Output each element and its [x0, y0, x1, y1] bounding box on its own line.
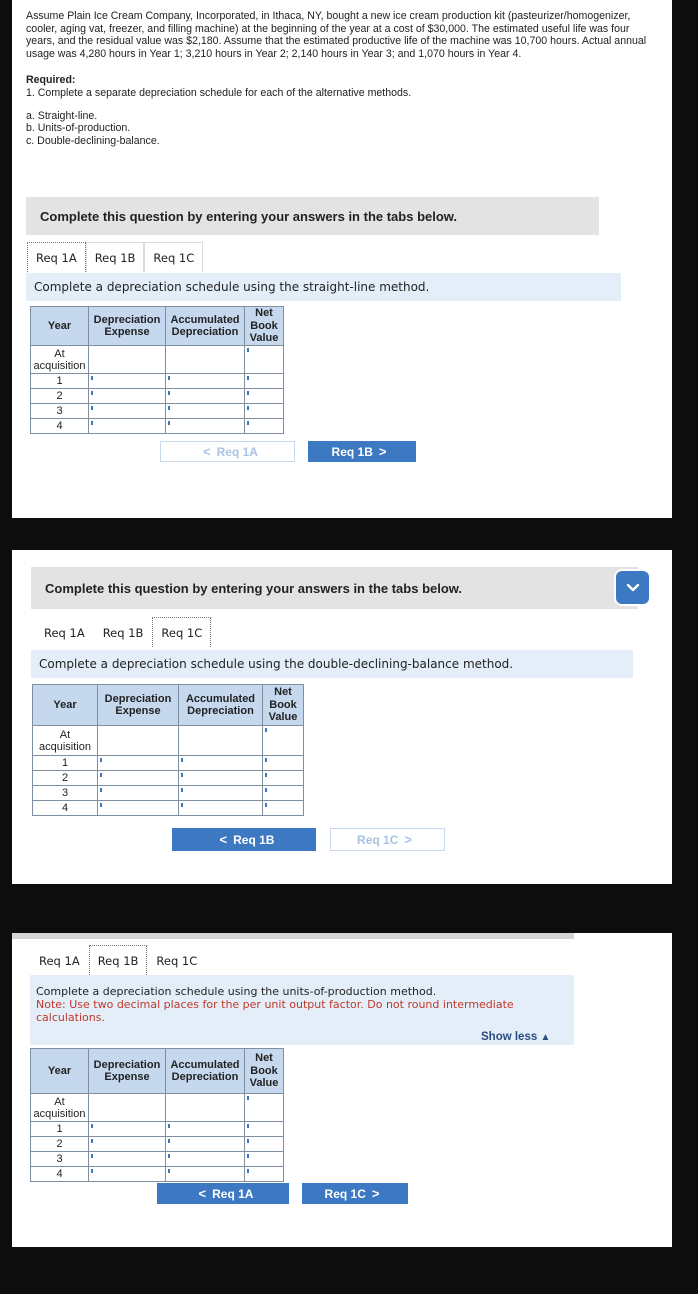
chevron-right-icon: >: [404, 832, 412, 847]
tab-req-1c[interactable]: Req 1C: [152, 617, 211, 647]
tab-req-1b[interactable]: Req 1B: [89, 945, 148, 975]
net-book-input[interactable]: [263, 786, 304, 801]
accumulated-input[interactable]: [166, 1167, 245, 1182]
chevron-right-icon: >: [371, 1186, 380, 1201]
chevron-down-icon: [626, 583, 640, 593]
tab-bar: [27, 242, 203, 272]
tab-req-1b[interactable]: Req 1B: [94, 617, 153, 647]
cell-empty: [98, 726, 179, 756]
show-less-link[interactable]: Show less ▲: [481, 1031, 551, 1043]
panel-double-declining: [12, 550, 672, 884]
net-book-input[interactable]: [245, 1167, 284, 1182]
depreciation-table: [30, 1048, 284, 1182]
col-accumulated: Accumulated Depreciation: [166, 1049, 245, 1094]
accumulated-input[interactable]: [179, 801, 263, 816]
method-c: c. Double-declining-balance.: [26, 134, 160, 147]
instruction-banner: Complete this question by entering your answers in the tabs below.: [31, 567, 638, 609]
tab-req-1b[interactable]: Req 1B: [86, 242, 145, 272]
row-label: 4: [33, 801, 98, 816]
expense-input[interactable]: [89, 1152, 166, 1167]
row-label: 2: [31, 389, 89, 404]
expense-input[interactable]: [98, 801, 179, 816]
row-label: At acquisition: [31, 1094, 89, 1122]
accumulated-input[interactable]: [166, 419, 245, 434]
instruction-text: Complete a depreciation schedule using the straight-line method.: [26, 273, 621, 301]
expense-input[interactable]: [98, 756, 179, 771]
net-book-input[interactable]: [263, 801, 304, 816]
expense-input[interactable]: [89, 389, 166, 404]
col-accumulated: Accumulated Depreciation: [166, 307, 245, 346]
chevron-right-icon: >: [378, 444, 387, 459]
method-a: a. Straight-line.: [26, 109, 98, 122]
prev-button[interactable]: < Req 1A: [160, 441, 295, 462]
col-net-book: Net Book Value: [245, 1049, 284, 1094]
expense-input[interactable]: [98, 786, 179, 801]
accumulated-input[interactable]: [166, 404, 245, 419]
expense-input[interactable]: [89, 404, 166, 419]
panel-units-of-production: [12, 933, 672, 1247]
prev-button[interactable]: < Req 1A: [157, 1183, 289, 1204]
required-heading: Required:: [26, 74, 76, 87]
col-year: Year: [31, 1049, 89, 1094]
instruction-banner: Complete this question by entering your answers in the tabs below.: [26, 197, 599, 235]
net-book-input[interactable]: [263, 771, 304, 786]
net-book-input[interactable]: [263, 756, 304, 771]
next-button[interactable]: Req 1C >: [330, 828, 445, 851]
tab-bar: [35, 617, 211, 647]
net-book-input[interactable]: [245, 419, 284, 434]
row-label: 1: [31, 374, 89, 389]
expense-input[interactable]: [89, 419, 166, 434]
accumulated-input[interactable]: [166, 389, 245, 404]
cell-empty: [179, 726, 263, 756]
accumulated-input[interactable]: [179, 786, 263, 801]
tab-bar: [30, 945, 206, 975]
net-book-input[interactable]: [245, 389, 284, 404]
problem-text: Assume Plain Ice Cream Company, Incorporated, in Ithaca, NY, bought a new ice cream production kit (pasteurizer/homogenizer, cooler, aging vat, freezer, and filling machine) at the beginning of the year at a cost of $30,000. The estimated useful life was four years, and the residual value was $2,180. Assume that the estimated productive life of the machine was 10,700 hours. Actual annual usage was 4,280 hours in Year 1; 3,210 hours in Year 2; 2,140 hours in Year 3; and 1,070 hours in Year 4.: [26, 10, 647, 60]
net-book-input[interactable]: [245, 1094, 284, 1122]
col-net-book: Net Book Value: [263, 685, 304, 726]
row-label: 2: [33, 771, 98, 786]
cell-empty: [166, 1094, 245, 1122]
expense-input[interactable]: [89, 374, 166, 389]
accumulated-input[interactable]: [166, 1137, 245, 1152]
row-label: 1: [33, 756, 98, 771]
col-expense: Depreciation Expense: [89, 1049, 166, 1094]
method-b: b. Units-of-production.: [26, 122, 131, 135]
net-book-input[interactable]: [245, 1137, 284, 1152]
expense-input[interactable]: [89, 1137, 166, 1152]
net-book-input[interactable]: [263, 726, 304, 756]
row-label: 3: [33, 786, 98, 801]
row-label: At acquisition: [33, 726, 98, 756]
expense-input[interactable]: [89, 1122, 166, 1137]
prev-button[interactable]: < Req 1B: [172, 828, 316, 851]
row-label: At acquisition: [31, 346, 89, 374]
accumulated-input[interactable]: [166, 374, 245, 389]
tab-req-1c[interactable]: Req 1C: [147, 945, 206, 975]
required-text: 1. Complete a separate depreciation schedule for each of the alternative methods.: [26, 86, 412, 99]
tab-req-1a[interactable]: Req 1A: [27, 242, 86, 272]
accumulated-input[interactable]: [179, 756, 263, 771]
instruction-note: Note: Use two decimal places for the per unit output factor. Do not round intermediate calculations.: [36, 998, 514, 1024]
net-book-input[interactable]: [245, 404, 284, 419]
panel-straight-line: [12, 0, 672, 518]
col-accumulated: Accumulated Depreciation: [179, 685, 263, 726]
net-book-input[interactable]: [245, 374, 284, 389]
col-year: Year: [33, 685, 98, 726]
row-label: 3: [31, 404, 89, 419]
next-button[interactable]: Req 1C >: [302, 1183, 408, 1204]
problem-statement: [26, 10, 651, 147]
tab-req-1a[interactable]: Req 1A: [30, 945, 89, 975]
depreciation-table: [30, 306, 284, 434]
tab-req-1c[interactable]: Req 1C: [144, 242, 203, 272]
instruction-text: Complete a depreciation schedule using the units-of-production method.: [36, 985, 437, 998]
cell-empty: [89, 346, 166, 374]
chevron-left-icon: <: [219, 832, 228, 847]
panel-top-edge: [12, 933, 574, 939]
cell-empty: [89, 1094, 166, 1122]
row-label: 1: [31, 1122, 89, 1137]
triangle-up-icon: ▲: [540, 1032, 551, 1043]
accumulated-input[interactable]: [166, 1122, 245, 1137]
expense-input[interactable]: [98, 771, 179, 786]
expense-input[interactable]: [89, 1167, 166, 1182]
row-label: 4: [31, 419, 89, 434]
scroll-down-button[interactable]: [614, 569, 651, 606]
accumulated-input[interactable]: [179, 771, 263, 786]
instruction-text: Complete a depreciation schedule using the double-declining-balance method.: [31, 650, 633, 678]
chevron-left-icon: <: [198, 1186, 207, 1201]
row-label: 4: [31, 1167, 89, 1182]
accumulated-input[interactable]: [166, 1152, 245, 1167]
next-button[interactable]: Req 1B >: [308, 441, 416, 462]
col-net-book: Net Book Value: [245, 307, 284, 346]
net-book-input[interactable]: [245, 346, 284, 374]
cell-empty: [166, 346, 245, 374]
row-label: 3: [31, 1152, 89, 1167]
tab-req-1a[interactable]: Req 1A: [35, 617, 94, 647]
depreciation-table: [32, 684, 304, 816]
col-year: Year: [31, 307, 89, 346]
row-label: 2: [31, 1137, 89, 1152]
chevron-left-icon: <: [203, 444, 211, 459]
col-expense: Depreciation Expense: [98, 685, 179, 726]
net-book-input[interactable]: [245, 1152, 284, 1167]
net-book-input[interactable]: [245, 1122, 284, 1137]
col-expense: Depreciation Expense: [89, 307, 166, 346]
